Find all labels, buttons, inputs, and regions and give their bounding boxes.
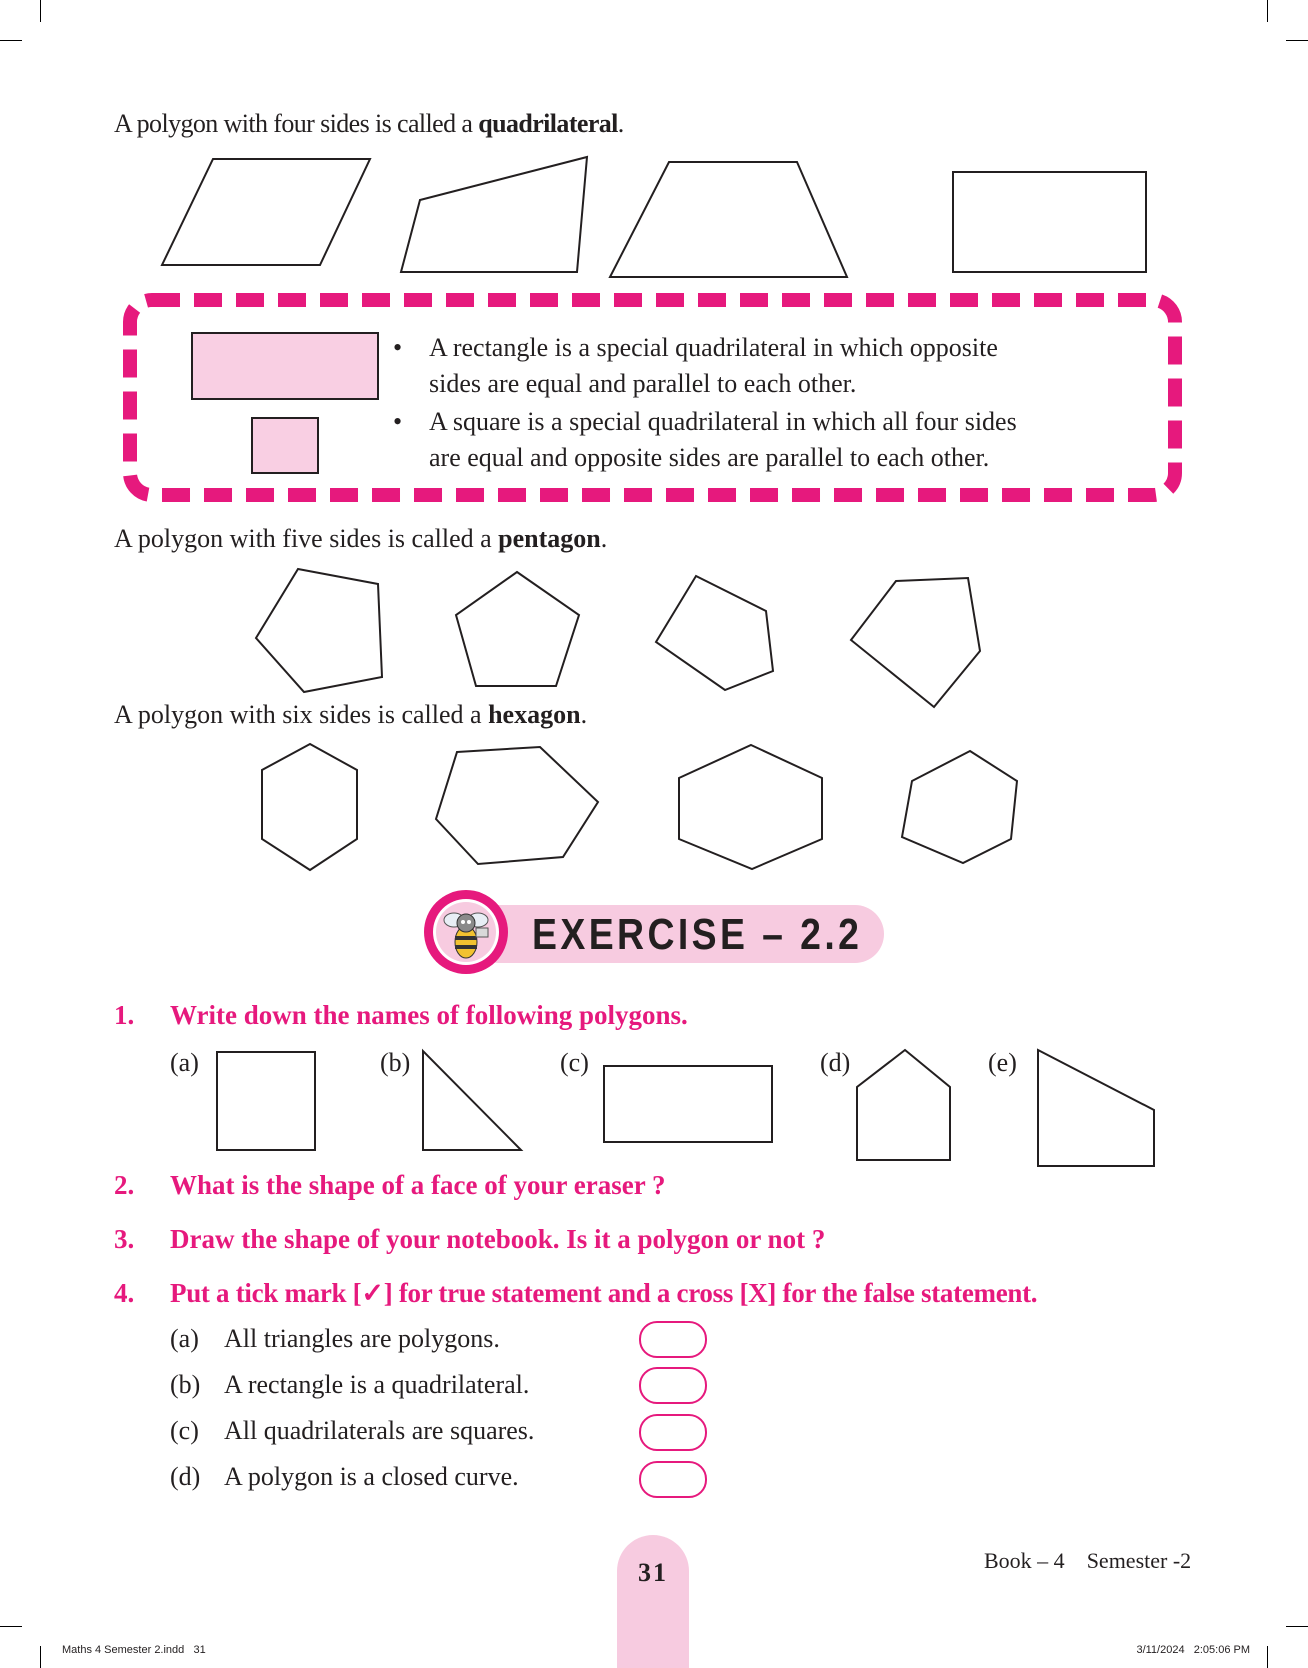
pentagon-house-shape (857, 1050, 950, 1160)
hexagon-shape (436, 747, 598, 864)
book-semester: Book – 4 Semester -2 (984, 1548, 1192, 1573)
q1-label-a: (a) (170, 1048, 199, 1077)
q1-label-c: (c) (560, 1048, 589, 1077)
answer-box-c[interactable] (639, 1414, 707, 1451)
square-shape (217, 1052, 315, 1150)
hexagon-shape (262, 744, 357, 870)
pentagon-shape (656, 576, 773, 690)
hexagon-shape (902, 751, 1017, 863)
file-name: Maths 4 Semester 2.indd 31 (62, 1644, 206, 1656)
bullet-icon: • (393, 333, 403, 362)
trapezium-shape (610, 162, 847, 277)
rectangle-shape (604, 1066, 772, 1142)
question-text: What is the shape of a face of your eraser ? (170, 1170, 666, 1200)
hexagon-shape (679, 745, 822, 869)
rectangle-shape (953, 172, 1146, 272)
hexagon-shapes (0, 735, 1308, 875)
statement-d: (d) A polygon is a closed curve. (170, 1462, 519, 1491)
question-text: Put a tick mark [✓] for true statement and a cross [X] for the false statement. (170, 1278, 1038, 1308)
info-bullet-2: • A square is a special quadrilateral in which all four sides are equal and opposite sides are parallel to each other. (393, 404, 1017, 476)
q1-label-d: (d) (820, 1048, 851, 1077)
crop-mark (1267, 1646, 1268, 1668)
pentagon-shapes (0, 560, 1308, 720)
pentagon-sentence: A polygon with five sides is called a pentagon. (114, 524, 608, 553)
info-bullet-1: • A rectangle is a special quadrilateral in which opposite sides are equal and parallel to each other. (393, 330, 998, 402)
quadrilateral-sentence: A polygon with four sides is called a quadrilateral. (114, 109, 624, 138)
question-3 (0, 1224, 1308, 1260)
irregular-quadrilateral-shape (401, 157, 587, 272)
question-number: 1. (114, 1000, 135, 1030)
hexagon-sentence: A polygon with six sides is called a hexagon. (114, 700, 588, 729)
triangle-shape (423, 1051, 521, 1150)
answer-box-a[interactable] (639, 1321, 707, 1358)
crop-mark (1286, 1626, 1308, 1627)
statement-b: (b) A rectangle is a quadrilateral. (170, 1370, 530, 1399)
crop-mark (0, 1626, 22, 1627)
bee-mascot-icon (424, 890, 508, 974)
square-example (251, 417, 319, 474)
answer-box-d[interactable] (639, 1461, 707, 1498)
parallelogram-shape (162, 159, 370, 265)
pentagon-shape (256, 569, 382, 692)
q1-shapes (0, 1040, 1308, 1180)
print-timestamp: 3/11/2024 2:05:06 PM (1136, 1644, 1250, 1656)
q1-label-b: (b) (380, 1048, 411, 1077)
bullet-icon: • (393, 407, 403, 436)
statement-c: (c) All quadrilaterals are squares. (170, 1416, 535, 1445)
page-number: 31 (638, 1558, 668, 1587)
quadrilateral-shape (1038, 1050, 1154, 1166)
pentagon-shape (851, 578, 980, 707)
question-number: 3. (114, 1224, 135, 1254)
crop-mark (40, 1646, 41, 1668)
bee-mascot-icon (424, 890, 508, 974)
exercise-title: EXERCISE – 2.2 (532, 910, 863, 959)
question-number: 2. (114, 1170, 135, 1200)
question-1 (0, 1000, 1308, 1036)
rectangle-example (191, 332, 379, 400)
quadrilateral-shapes (0, 0, 1308, 290)
question-number: 4. (114, 1278, 135, 1308)
question-text: Write down the names of following polygons. (170, 1000, 688, 1030)
answer-box-b[interactable] (639, 1367, 707, 1404)
question-4 (0, 1278, 1308, 1314)
q1-label-e: (e) (988, 1048, 1017, 1077)
question-2 (0, 1170, 1308, 1206)
pentagon-shape (456, 572, 579, 686)
statement-a: (a) All triangles are polygons. (170, 1324, 500, 1353)
page-number-tab (617, 1535, 689, 1668)
question-text: Draw the shape of your notebook. Is it a polygon or not ? (170, 1224, 826, 1254)
